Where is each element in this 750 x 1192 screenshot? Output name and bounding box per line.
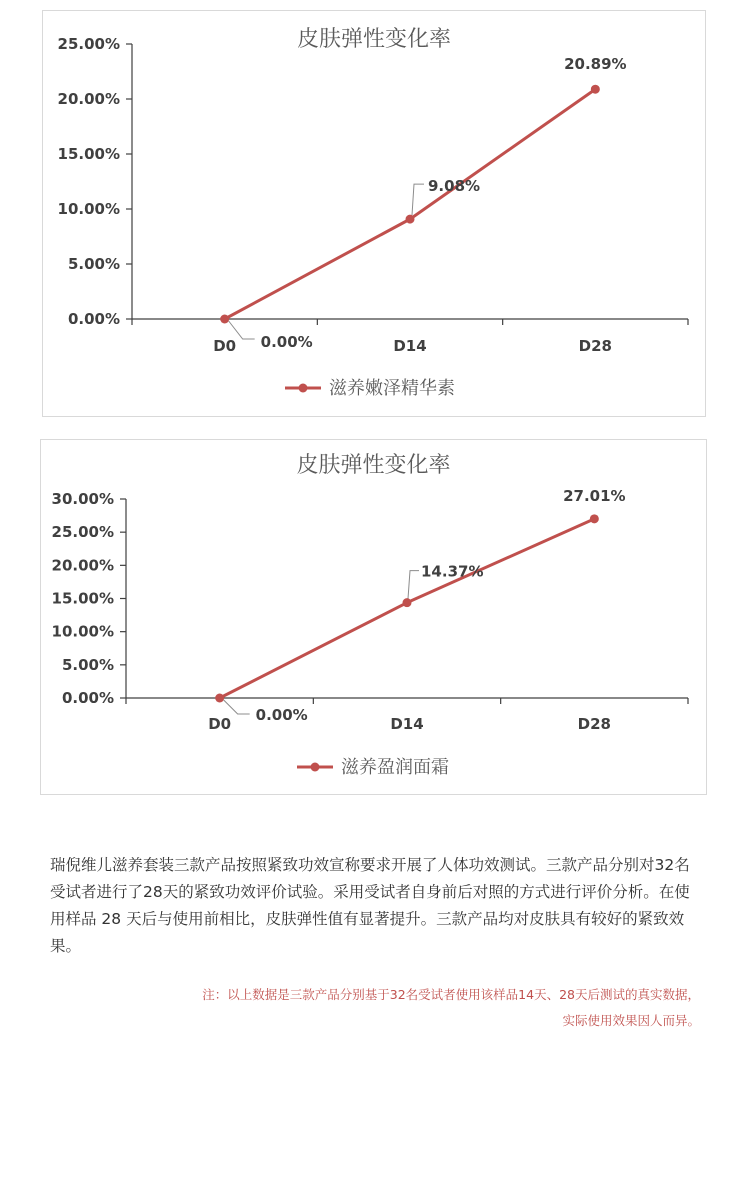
chart-1-y-tick-label: 10.00% bbox=[57, 200, 120, 218]
chart-1-y-tick-label: 25.00% bbox=[57, 35, 120, 53]
chart-2-data-label: 0.00% bbox=[255, 706, 308, 724]
chart-1-svg bbox=[43, 11, 705, 416]
description-text: 瑞倪维儿滋养套装三款产品按照紧致功效宣称要求开展了人体功效测试。三款产品分别对32名受试者进行了28天的紧致功效评价试验。采用受试者自身前后对照的方式进行评价分析。在使用样品 28 天后与使用前相比，皮肤弹性值有显著提升。三款产品均对皮肤具有较好的紧致效果。 bbox=[50, 856, 690, 955]
chart-2-data-point bbox=[590, 514, 599, 523]
chart-2-data-point bbox=[215, 694, 224, 703]
chart-2-data-label-leader bbox=[224, 700, 250, 714]
chart-2-x-tick-label: D28 bbox=[577, 715, 611, 733]
chart-2-y-tick-label: 5.00% bbox=[61, 655, 114, 674]
chart-1 bbox=[42, 10, 706, 417]
chart-1-data-point bbox=[406, 215, 415, 224]
chart-2-y-tick-label: 20.00% bbox=[51, 556, 114, 575]
chart-2-data-label-leader bbox=[408, 571, 419, 599]
chart-2-data-label: 27.01% bbox=[563, 486, 626, 505]
disclaimer-line-2: 实际使用效果因人而异。 bbox=[562, 1013, 700, 1028]
chart-1-legend-marker bbox=[299, 384, 308, 393]
chart-1-y-tick-label: 20.00% bbox=[57, 90, 120, 108]
chart-2 bbox=[40, 439, 707, 795]
chart-1-x-tick-label: D14 bbox=[393, 337, 427, 355]
chart-2-y-tick-label: 25.00% bbox=[51, 523, 114, 542]
chart-2-title: 皮肤弹性变化率 bbox=[296, 453, 451, 478]
chart-1-x-tick-label: D28 bbox=[578, 337, 612, 355]
chart-2-y-tick-label: 15.00% bbox=[51, 589, 114, 608]
chart-1-series-line bbox=[225, 89, 596, 319]
chart-1-y-tick-label: 0.00% bbox=[67, 310, 120, 328]
chart-1-data-label: 9.08% bbox=[428, 177, 481, 196]
chart-1-data-point bbox=[591, 85, 600, 94]
chart-2-y-tick-label: 0.00% bbox=[61, 689, 114, 707]
chart-2-legend-marker bbox=[311, 763, 320, 772]
chart-2-data-point bbox=[403, 598, 412, 607]
chart-2-x-tick-label: D0 bbox=[208, 715, 232, 733]
disclaimer-note bbox=[100, 982, 700, 1034]
chart-1-title: 皮肤弹性变化率 bbox=[296, 27, 452, 52]
chart-2-y-tick-label: 30.00% bbox=[51, 490, 114, 508]
chart-1-data-label: 20.89% bbox=[564, 55, 627, 74]
chart-2-data-label: 14.37% bbox=[421, 562, 484, 581]
disclaimer-line-1: 注：以上数据是三款产品分别基于32名受试者使用该样品14天、28天后测试的真实数据， bbox=[202, 987, 700, 1002]
chart-1-data-point bbox=[220, 315, 229, 324]
chart-1-legend-label: 滋养嫩泽精华素 bbox=[329, 378, 455, 399]
chart-2-series-line bbox=[220, 519, 595, 698]
chart-2-svg bbox=[41, 440, 706, 794]
chart-2-y-tick-label: 10.00% bbox=[51, 622, 114, 641]
chart-1-y-tick-label: 15.00% bbox=[57, 145, 120, 163]
chart-1-y-tick-label: 5.00% bbox=[67, 255, 120, 273]
chart-2-x-tick-label: D14 bbox=[390, 715, 424, 733]
chart-1-data-label: 0.00% bbox=[260, 333, 313, 351]
chart-2-legend-label: 滋养盈润面霜 bbox=[341, 757, 449, 778]
chart-1-x-tick-label: D0 bbox=[213, 337, 237, 355]
